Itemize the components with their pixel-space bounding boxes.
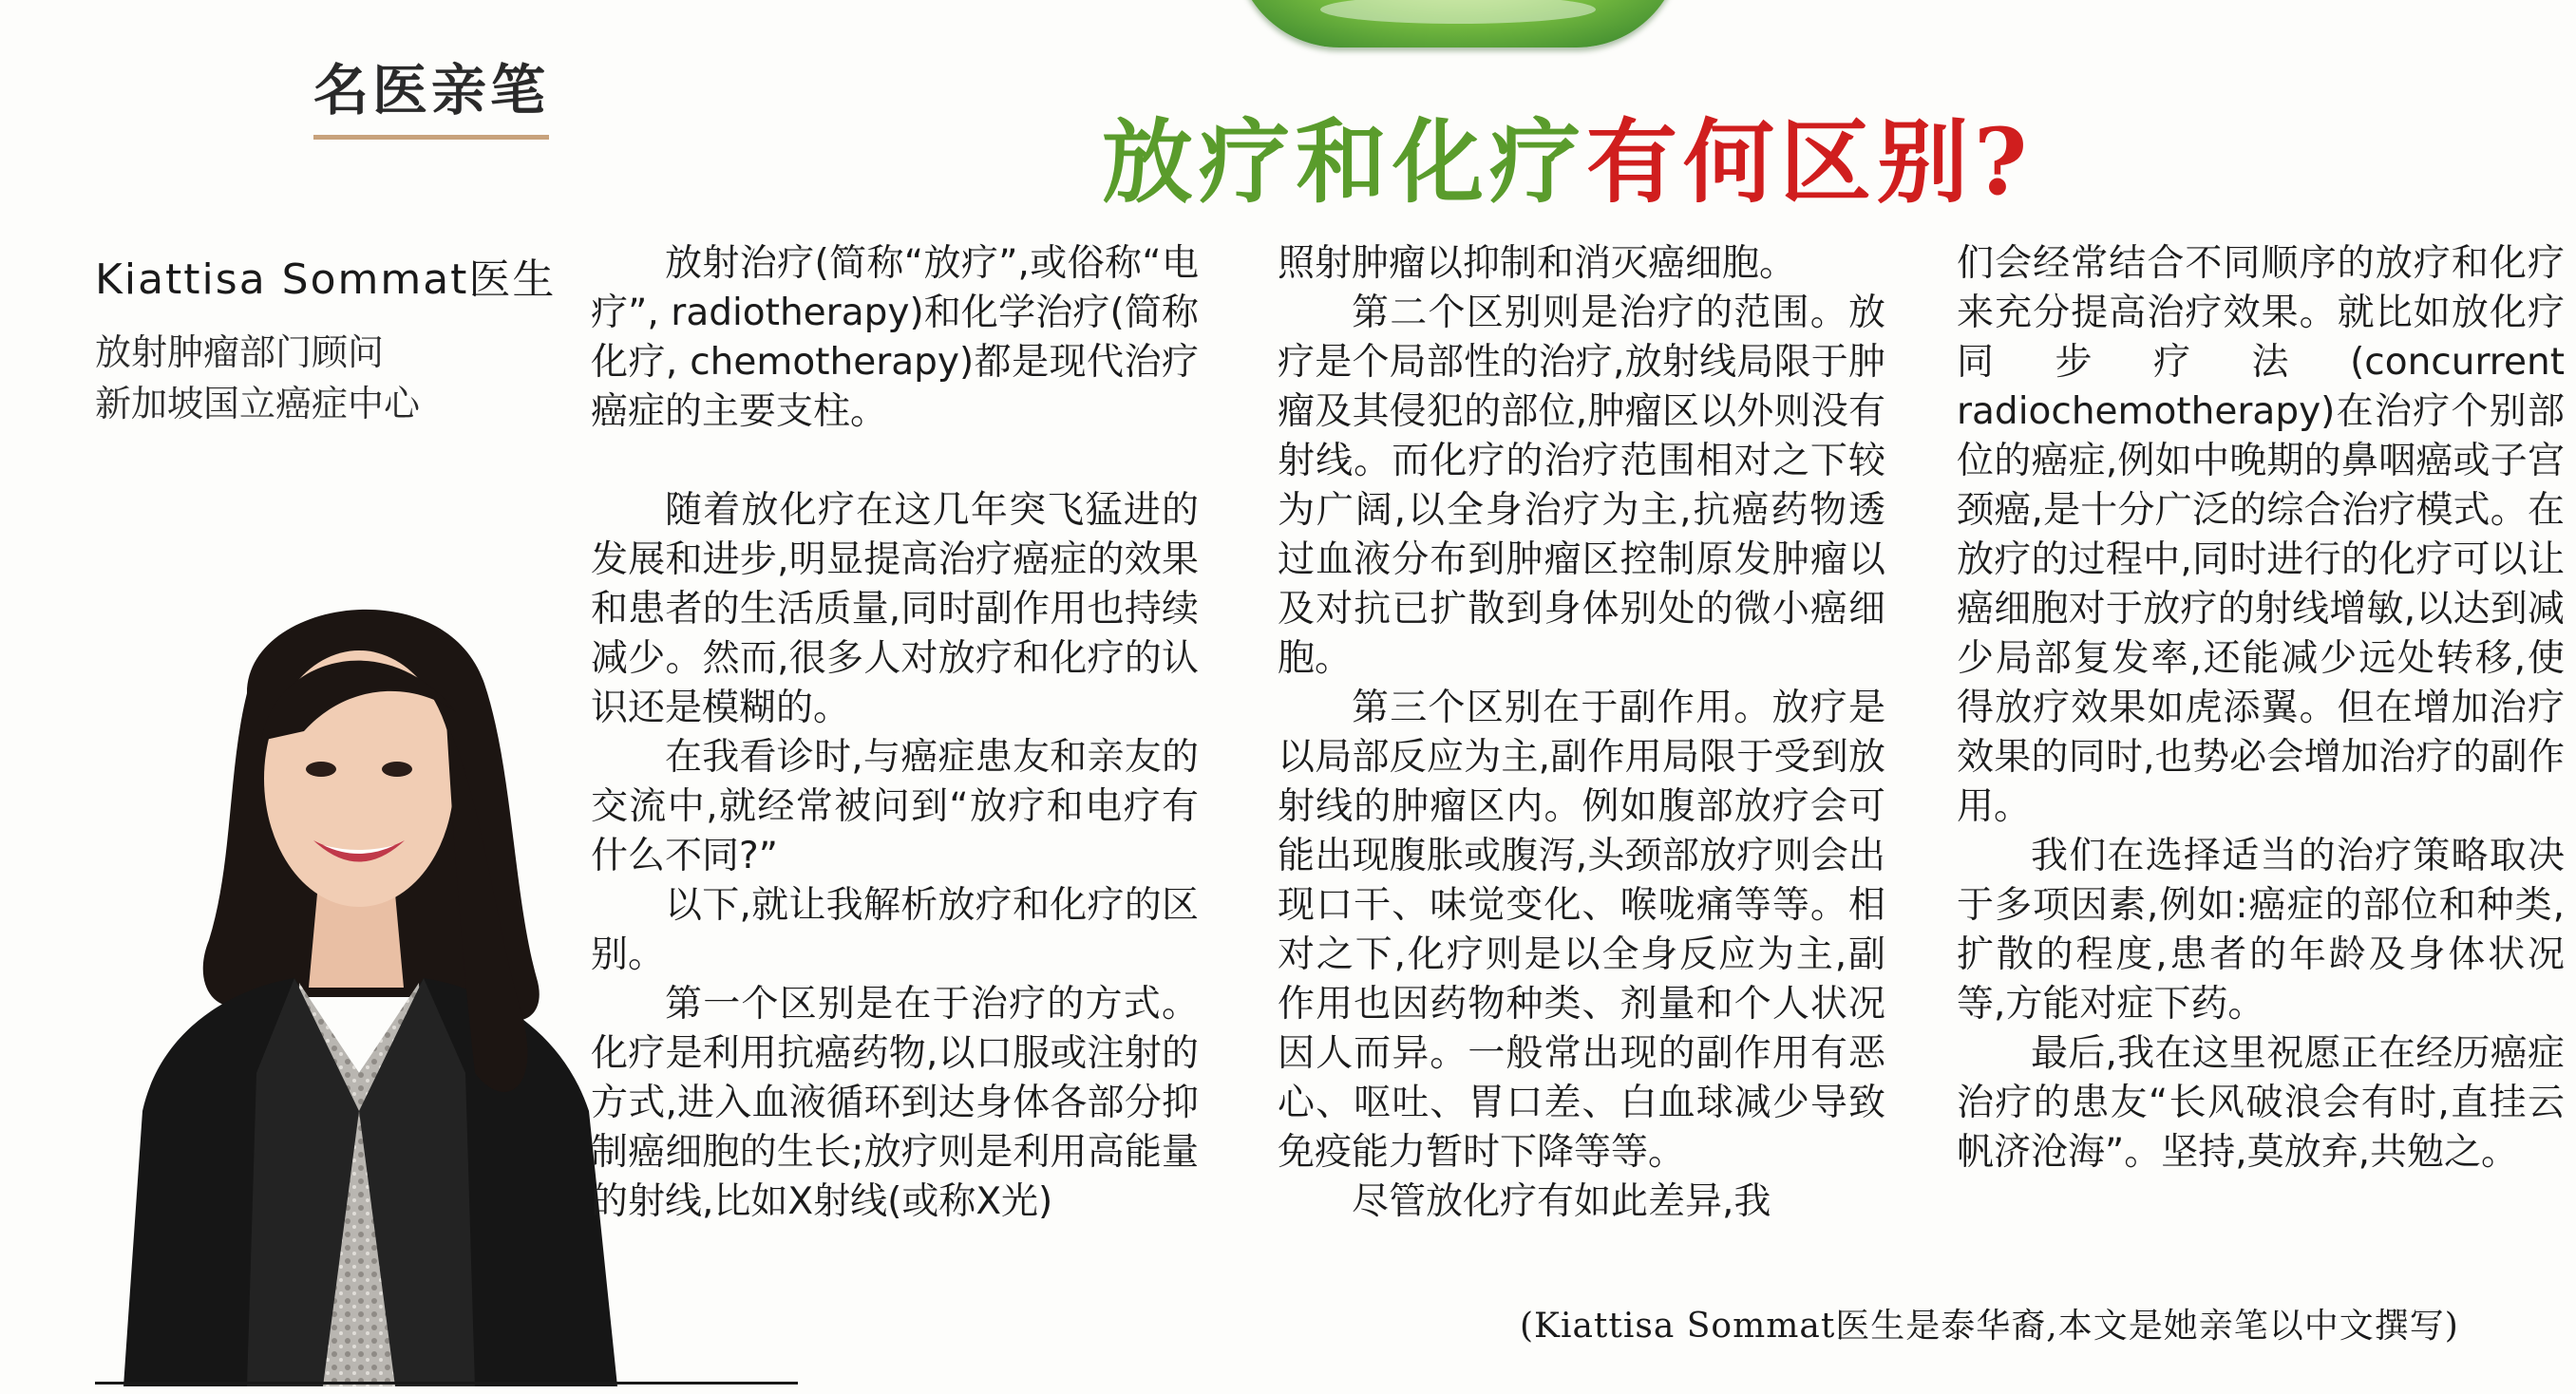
green-decorative-banner bbox=[1235, 0, 1681, 47]
headline-part-green: 放疗和化疗 bbox=[1102, 108, 1586, 216]
author-name: Kiattisa Sommat医生 bbox=[95, 255, 557, 304]
author-title: 放射肿瘤部门顾问 bbox=[95, 331, 385, 373]
paragraph: 随着放化疗在这几年突飞猛进的发展和进步,明显提高治疗癌症的效果和患者的生活质量,同时副作用也持续减少。然而,很多人对放疗和化疗的认识还是模糊的。 bbox=[591, 489, 1199, 729]
article-column-1 bbox=[591, 239, 1199, 1227]
paragraph: 照射肿瘤以抑制和消灭癌细胞。 bbox=[1278, 242, 1797, 285]
author-institution: 新加坡国立癌症中心 bbox=[95, 383, 421, 424]
paragraph: 放射治疗(简称“放疗”,或俗称“电疗”, radiotherapy)和化学治疗(简称化疗, chemotherapy)都是现代治疗癌症的主要支柱。 bbox=[591, 242, 1199, 433]
paragraph: 们会经常结合不同顺序的放疗和化疗来充分提高治疗效果。就比如放化疗同步疗法(concurrent radiochemotherapy)在治疗个别部位的癌症,例如中晚期的鼻咽癌或子宫颈癌,是十分广泛的综合治疗模式。在放疗的过程中,同时进行的化疗可以让癌细胞对于放疗的射线增敏,以达到减少局部复发率,还能减少远处转移,使得放疗效果如虎添翼。但在增加治疗效果的同时,也势必会增加治疗的副作用。 bbox=[1957, 242, 2565, 828]
paragraph: 第三个区别在于副作用。放疗是以局部反应为主,副作用局限于受到放射线的肿瘤区内。例如腹部放疗会可能出现腹胀或腹泻,头颈部放疗则会出现口干、味觉变化、喉咙痛等等。相对之下,化疗则是以全身反应为主,副作用也因药物种类、剂量和个人状况因人而异。一般常出现的副作用有恶心、呕吐、胃口差、白血球减少导致免疫能力暂时下降等等。 bbox=[1278, 687, 1885, 1174]
author-block bbox=[95, 245, 589, 429]
paragraph: 第二个区别则是治疗的范围。放疗是个局部性的治疗,放射线局限于肿瘤及其侵犯的部位,肿瘤区以外则没有射线。而化疗的治疗范围相对之下较为广阔,以全身治疗为主,抗癌药物透过血液分布到肿瘤区控制原发肿瘤以及对抗已扩散到身体别处的微小癌细胞。 bbox=[1278, 292, 1885, 680]
paragraph: 以下,就让我解析放疗和化疗的区别。 bbox=[591, 884, 1199, 976]
author-note: (Kiattisa Sommat医生是泰华裔,本文是她亲笔以中文撰写) bbox=[1520, 1307, 2459, 1346]
paragraph: 我们在选择适当的治疗策略取决于多项因素,例如:癌症的部位和种类,扩散的程度,患者的年龄及身体状况等,方能对症下药。 bbox=[1957, 835, 2565, 1026]
author-portrait-illustration bbox=[104, 579, 636, 1386]
author-portrait bbox=[104, 579, 636, 1386]
headline bbox=[1102, 108, 2034, 216]
paragraph: 最后,我在这里祝愿正在经历癌症治疗的患友“长风破浪会有时,直挂云帆济沧海”。坚持,莫放弃,共勉之。 bbox=[1957, 1032, 2565, 1174]
paragraph: 第一个区别是在于治疗的方式。化疗是利用抗癌药物,以口服或注射的方式,进入血液循环到达身体各部分抑制癌细胞的生长;放疗则是利用高能量的射线,比如X射线(或称X光) bbox=[591, 983, 1199, 1223]
column-label: 名医亲笔 bbox=[313, 46, 549, 140]
paragraph: 尽管放化疗有如此差异,我 bbox=[1352, 1180, 1771, 1223]
divider bbox=[95, 1382, 798, 1385]
headline-part-red: 有何区别? bbox=[1586, 108, 2034, 216]
article-column-2 bbox=[1278, 239, 1885, 1227]
article-column-3 bbox=[1957, 239, 2565, 1177]
paragraph: 在我看诊时,与癌症患友和亲友的交流中,就经常被问到“放疗和电疗有什么不同?” bbox=[591, 736, 1199, 877]
